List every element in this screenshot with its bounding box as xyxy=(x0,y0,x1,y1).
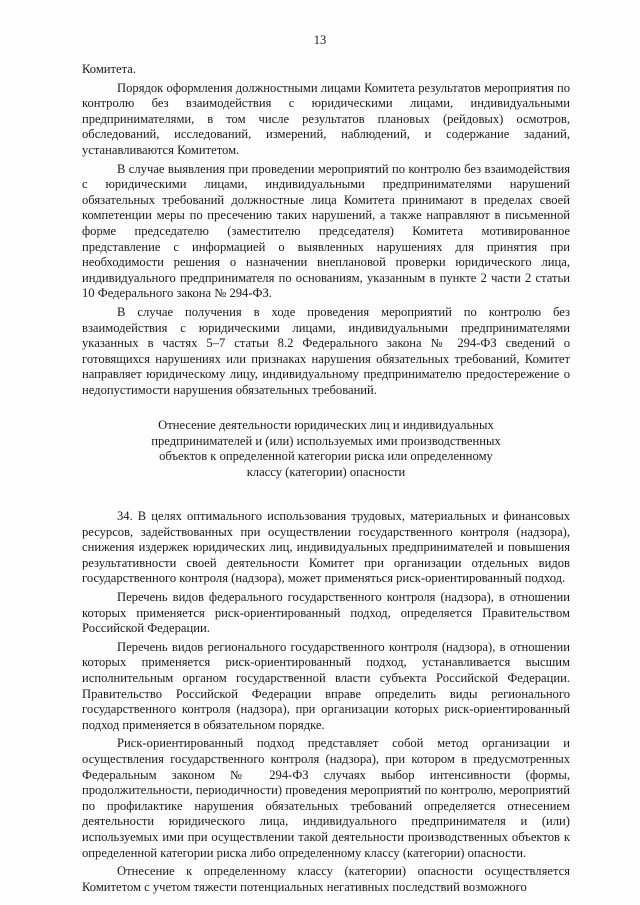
section-heading-line: Отнесение деятельности юридических лиц и индивидуальных xyxy=(158,418,494,433)
section-heading-line: предпринимателей и (или) используемых ими производственных xyxy=(151,433,501,448)
paragraph-risk-approach-definition: Риск-ориентированный подход представляет собой метод организации и осуществления государственного контроля (надзора), при котором в предусмотренных Федеральным законом № 294-ФЗ случаях выбор интенсивности (формы, продолжительности, периодичности) проведения мероприятий по контролю, мероприятий по профилактике нарушения обязательных требований определяется отнесением деятельности юридического лица, индивидуального предпринимателя и (или) используемых ими при осуществлении такой деятельности производственных объектов к определенной категории риска либо определенному классу (категории) опасности. xyxy=(82,736,570,860)
paragraph-hazard-class-assignment: Отнесение к определенному классу (категории) опасности осуществляется Комитетом с учетом тяжести потенциальных негативных последствий возможного xyxy=(82,864,570,894)
intro-fragment: Комитета. xyxy=(82,62,137,76)
section-heading xyxy=(82,418,570,480)
paragraph-regional-control-list: Перечень видов регионального государственного контроля (надзора), в отношении которых применяется риск-ориентированный подход, устанавливается высшим исполнительным органом государственной власти субъекта Российской Федерации. Правительство Российской Федерации вправе определить виды регионального государственного контроля (надзора), при организации которых риск-ориентированный подход применяется в обязательном порядке. xyxy=(82,639,570,732)
section-heading-line: классу (категории) опасности xyxy=(246,464,406,479)
document-body xyxy=(82,62,570,898)
paragraph-violations-detected: В случае выявления при проведении мероприятий по контролю без взаимодействия с юридическими лицами, индивидуальными предпринимателями нарушений обязательных требований должностные лица Комитета принимают в пределах своей компетенции меры по пресечению таких нарушений, а также направляют в письменной форме председателю (заместителю председателя) Комитета мотивированное представление с информацией о выявленных нарушениях для принятия при необходимости решения о назначении внеплановой проверки юридического лица, индивидуального предпринимателя по основаниям, указанным в пункте 2 части 2 статьи 10 Федерального закона № 294-ФЗ. xyxy=(82,161,570,301)
paragraph-results-registration: Порядок оформления должностными лицами Комитета результатов мероприятия по контролю без взаимодействия с юридическими лицами, индивидуальными предпринимателями, в том числе результатов плановых (рейдовых) осмотров, обследований, исследований, измерений, наблюдений, и содержание заданий, устанавливаются Комитетом. xyxy=(82,80,570,157)
paragraph-warning-issued: В случае получения в ходе проведения мероприятий по контролю без взаимодействия с юридическими лицами, индивидуальными предпринимателями указанных в частях 5–7 статьи 8.2 Федерального закона № 294-ФЗ сведений о готовящихся нарушениях или признаках нарушения обязательных требований, Комитет направляет юридическому лицу, индивидуальному предпринимателю предостережение о недопустимости нарушения обязательных требований. xyxy=(82,304,570,397)
page-number: 13 xyxy=(313,33,327,47)
paragraph-federal-control-list: Перечень видов федерального государственного контроля (надзора), в отношении которых применяется риск-ориентированный подход, определяется Правительством Российской Федерации. xyxy=(82,590,570,636)
section-heading-line: объектов к определенной категории риска или определенному xyxy=(159,449,493,464)
paragraph-34-risk-approach: 34. В целях оптимального использования трудовых, материальных и финансовых ресурсов, задействованных при осуществлении государственного контроля (надзора), снижения издержек юридических лиц, индивидуальных предпринимателей и повышения результативности своей деятельности Комитет при организации отдельных видов государственного контроля (надзора), может применяться риск-ориентированный подход. xyxy=(82,509,570,586)
